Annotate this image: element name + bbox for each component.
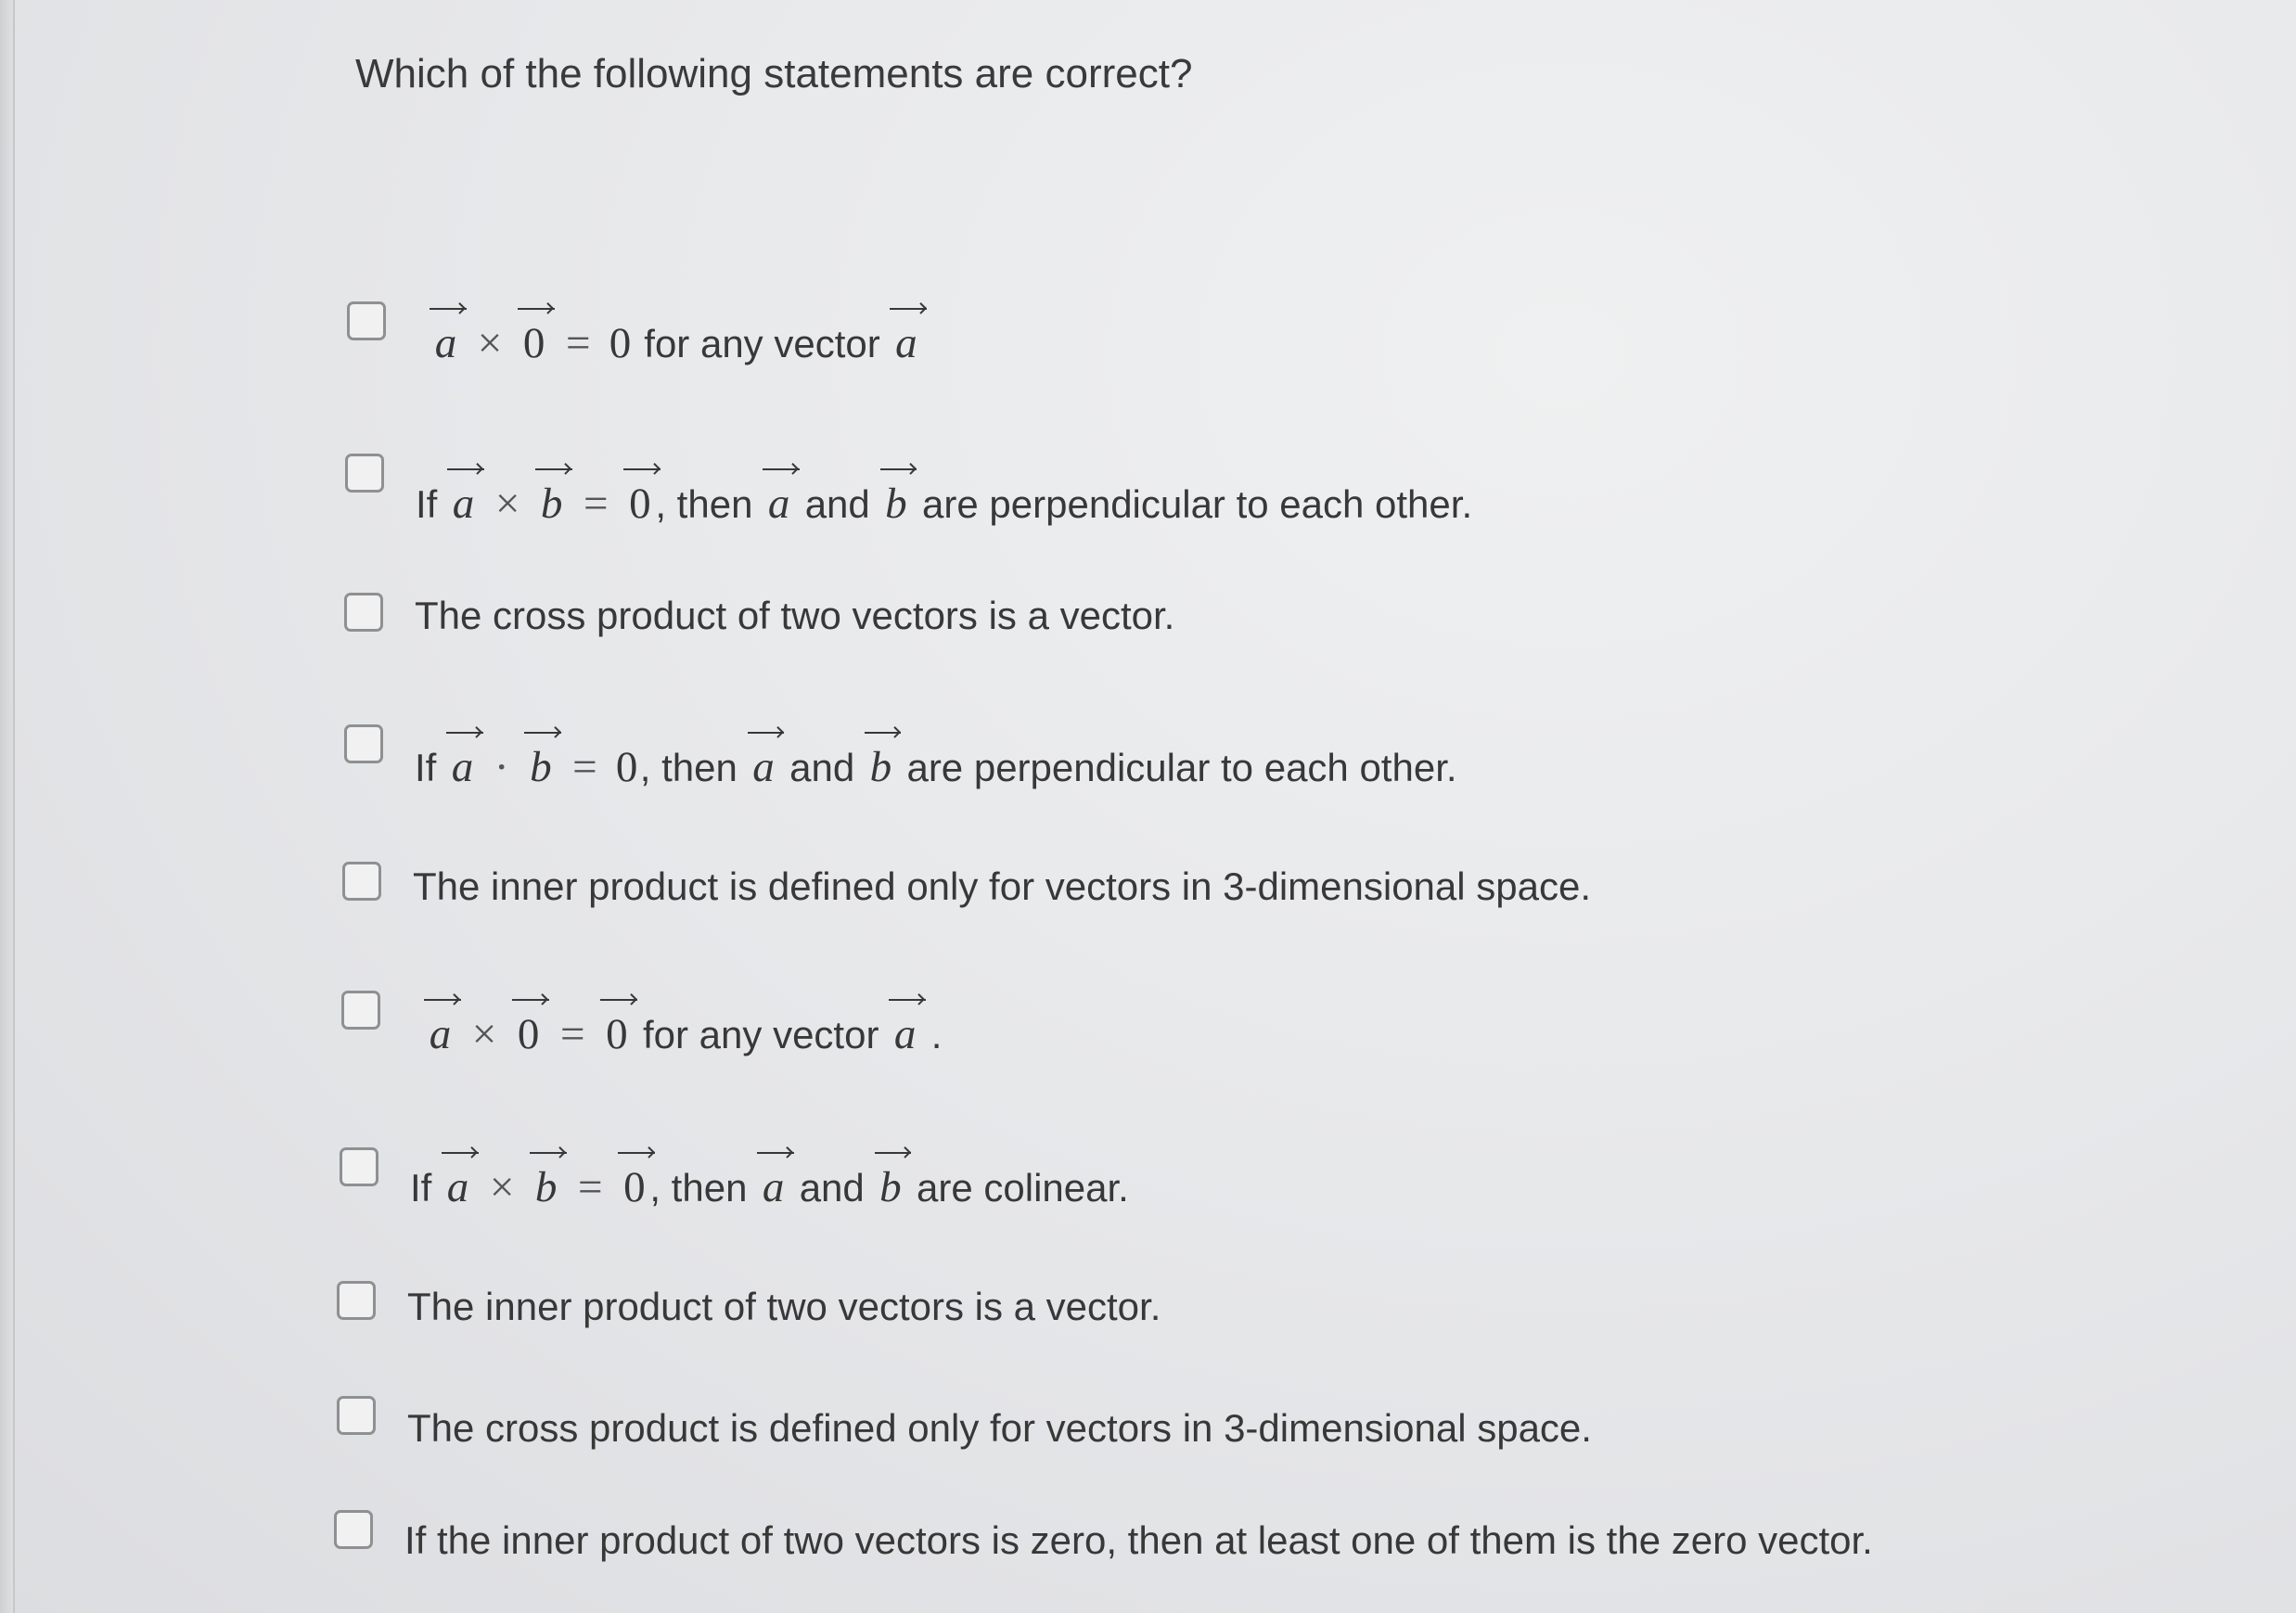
statement-text: for any vector	[632, 1013, 891, 1056]
vector-a: a	[452, 480, 475, 528]
checkbox[interactable]	[344, 724, 383, 763]
equals-operator: =	[560, 1010, 585, 1058]
option-statement	[407, 1284, 1161, 1330]
option-statement	[416, 481, 1472, 528]
checkbox[interactable]	[341, 991, 380, 1030]
option-statement	[415, 593, 1174, 639]
statement-text: are perpendicular to each other.	[895, 746, 1457, 789]
checkbox[interactable]	[342, 862, 381, 901]
dot-operator: ·	[494, 743, 509, 791]
vector-a: a	[752, 743, 775, 791]
vector-b: b	[879, 1163, 902, 1211]
vector-b: b	[530, 743, 552, 791]
number-zero: 0	[615, 743, 638, 791]
option-statement	[410, 1165, 1129, 1211]
statement-text: are colinear.	[905, 1166, 1129, 1210]
option-statement	[407, 1405, 1592, 1452]
option-row[interactable]	[344, 724, 1457, 791]
vector-b: b	[534, 1163, 558, 1211]
statement-text: and	[778, 746, 866, 789]
option-row[interactable]	[344, 593, 1174, 639]
checkbox[interactable]	[340, 1147, 378, 1186]
option-statement	[404, 1517, 1873, 1564]
statement-text: If	[415, 746, 448, 789]
vector-a: a	[895, 319, 917, 367]
checkbox[interactable]	[344, 593, 383, 632]
vector-a: a	[451, 743, 474, 791]
equals-operator: =	[578, 1163, 603, 1211]
statement-text: If	[416, 482, 449, 526]
vector-zero: 0	[623, 1163, 646, 1211]
option-row[interactable]	[337, 1396, 1592, 1452]
equals-operator: =	[566, 319, 591, 367]
option-row[interactable]	[342, 862, 1591, 910]
vector-b: b	[869, 743, 892, 791]
equals-operator: =	[572, 743, 597, 791]
statement-text: and	[794, 482, 881, 526]
option-statement	[425, 1012, 942, 1058]
statement-text: , then	[655, 482, 764, 526]
statement-text: .	[920, 1013, 943, 1056]
option-row[interactable]	[340, 1147, 1129, 1211]
statement-text: and	[789, 1166, 876, 1210]
cross-operator: ×	[471, 1010, 497, 1058]
option-statement	[430, 321, 921, 367]
question-title: Which of the following statements are correct?	[355, 51, 1193, 96]
statement-text: If the inner product of two vectors is zero, then at least one of them is the zero vector.	[404, 1518, 1873, 1562]
checkbox[interactable]	[345, 454, 384, 493]
vector-a: a	[893, 1010, 917, 1058]
vector-zero: 0	[517, 1010, 540, 1058]
statement-text: The inner product of two vectors is a vector.	[407, 1285, 1161, 1328]
vector-a: a	[446, 1163, 469, 1211]
vector-a: a	[429, 1010, 452, 1058]
statement-text: , then	[649, 1166, 759, 1210]
statement-text: If	[410, 1166, 443, 1210]
statement-text: are perpendicular to each other.	[911, 482, 1473, 526]
vector-zero: 0	[522, 319, 545, 367]
option-row[interactable]	[341, 991, 942, 1058]
option-statement	[413, 864, 1591, 910]
cross-operator: ×	[489, 1163, 515, 1211]
screen-edge	[0, 0, 15, 1613]
option-row[interactable]	[337, 1281, 1161, 1330]
vector-a: a	[434, 319, 457, 367]
statement-text: The inner product is defined only for vectors in 3-dimensional space.	[413, 864, 1592, 908]
number-zero: 0	[609, 319, 632, 367]
option-statement	[415, 745, 1457, 791]
vector-a: a	[762, 1163, 785, 1211]
option-row[interactable]	[345, 454, 1472, 528]
statement-text: The cross product is defined only for vectors in 3-dimensional space.	[407, 1406, 1592, 1450]
statement-text: for any vector	[633, 322, 891, 365]
option-row[interactable]	[334, 1510, 1873, 1564]
checkbox[interactable]	[347, 301, 386, 340]
vector-b: b	[540, 480, 563, 528]
option-row[interactable]	[347, 301, 921, 367]
equals-operator: =	[584, 480, 609, 528]
cross-operator: ×	[477, 319, 503, 367]
checkbox[interactable]	[334, 1510, 373, 1549]
vector-zero: 0	[629, 480, 651, 528]
vector-b: b	[885, 480, 907, 528]
vector-zero: 0	[606, 1010, 628, 1058]
statement-text: The cross product of two vectors is a vector.	[415, 594, 1175, 637]
cross-operator: ×	[494, 480, 520, 528]
checkbox[interactable]	[337, 1281, 376, 1320]
checkbox[interactable]	[337, 1396, 376, 1435]
statement-text: , then	[639, 746, 749, 789]
vector-a: a	[767, 480, 790, 528]
